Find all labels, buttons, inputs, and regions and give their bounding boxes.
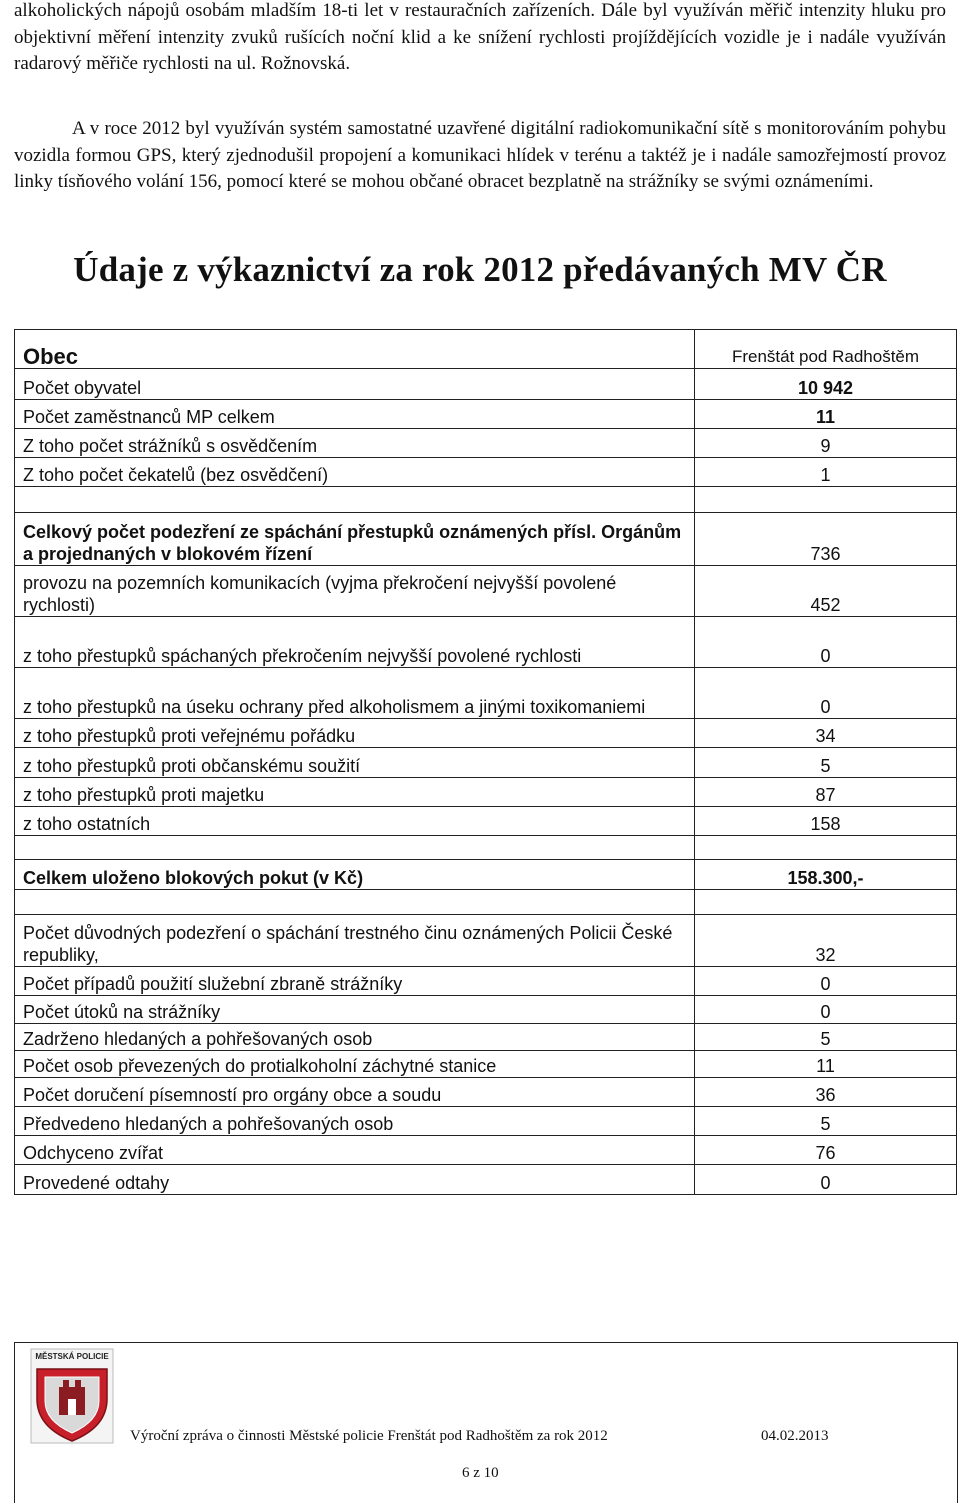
table-row bbox=[15, 1024, 957, 1051]
text-line: A v roce 2012 byl využíván systém samostatné uzavřené digitální radiokomunikační sítě bbox=[72, 118, 750, 139]
table-row bbox=[15, 458, 957, 487]
row-label: Počet případů použití služební zbraně strážníky bbox=[15, 967, 695, 996]
text-line: využíván měřič intenzity hluku pro objektivní měření intenzity zvuků rušících noční klid a ke bbox=[14, 0, 946, 48]
section-title: Údaje z výkaznictví za rok 2012 předávaných MV ČR bbox=[73, 250, 887, 289]
row-label: z toho přestupků proti majetku bbox=[15, 778, 695, 807]
row-label: Provedené odtahy bbox=[15, 1165, 695, 1195]
row-value: 0 bbox=[695, 668, 957, 719]
row-label: Počet osob převezených do protialkoholní záchytné stanice bbox=[15, 1051, 695, 1078]
row-label: Počet doručení písemností pro orgány obce a soudu bbox=[15, 1078, 695, 1107]
table-row bbox=[15, 668, 957, 719]
text-line: alkoholických nápojů osobám mladším 18-ti let v restauračních zařízeních. Dále byl bbox=[14, 0, 668, 21]
logo-text: MĚSTSKÁ POLICIE bbox=[35, 1352, 109, 1361]
table-row bbox=[15, 967, 957, 996]
text-line: hlídek v terénu a taktéž je i nadále samozřejmostí provoz linky tísňového volání 156, pomocí bbox=[14, 144, 947, 192]
row-value: 10 942 bbox=[695, 369, 957, 400]
table-row bbox=[15, 429, 957, 458]
row-value: 0 bbox=[695, 967, 957, 996]
text-line: snížení rychlosti projíždějících vozidle je i nadále využíván radarový měřiče rychlosti na ul. bbox=[14, 26, 947, 74]
table-row bbox=[15, 566, 957, 617]
row-value: 0 bbox=[695, 996, 957, 1024]
table-row bbox=[15, 996, 957, 1024]
row-value: 34 bbox=[695, 719, 957, 748]
row-value: 36 bbox=[695, 1078, 957, 1107]
intro-paragraph-2 bbox=[14, 116, 946, 196]
row-label: Celkem uloženo blokových pokut (v Kč) bbox=[15, 860, 695, 890]
row-label: Odchyceno zvířat bbox=[15, 1136, 695, 1165]
table-row bbox=[15, 915, 957, 967]
table-row bbox=[15, 1051, 957, 1078]
text-line: s monitorováním pohybu vozidla formou GPS, který zjednodušil propojení a komunikaci bbox=[14, 118, 946, 166]
table-row bbox=[15, 719, 957, 748]
row-value: 9 bbox=[695, 429, 957, 458]
intro-paragraph-1 bbox=[14, 0, 946, 78]
text-line: které se mohou občané obracet bezplatně na strážníky se svými oznámeními. bbox=[288, 171, 874, 192]
row-value: 158.300,- bbox=[695, 860, 957, 890]
spacer-row bbox=[15, 836, 957, 860]
row-value: 5 bbox=[695, 1024, 957, 1051]
table-row bbox=[15, 369, 957, 400]
row-value: 0 bbox=[695, 1165, 957, 1195]
text-line: Rožnovská. bbox=[260, 53, 351, 74]
table-row bbox=[15, 748, 957, 778]
spacer-row bbox=[15, 487, 957, 513]
row-label: Počet obyvatel bbox=[15, 369, 695, 400]
table-row bbox=[15, 330, 957, 369]
row-value: 1 bbox=[695, 458, 957, 487]
table-row bbox=[15, 1107, 957, 1136]
table-row bbox=[15, 778, 957, 807]
table-row bbox=[15, 1136, 957, 1165]
row-label: Zadrženo hledaných a pohřešovaných osob bbox=[15, 1024, 695, 1051]
row-label: Předvedeno hledaných a pohřešovaných osob bbox=[15, 1107, 695, 1136]
row-label: z toho přestupků proti občanskému soužití bbox=[15, 748, 695, 778]
row-value: 5 bbox=[695, 1107, 957, 1136]
table-row bbox=[15, 860, 957, 890]
row-label: z toho přestupků spáchaných překročením nejvyšší povolené rychlosti bbox=[15, 617, 695, 668]
row-label: z toho ostatních bbox=[15, 807, 695, 836]
row-label: Z toho počet strážníků s osvědčením bbox=[15, 429, 695, 458]
row-value: 452 bbox=[695, 566, 957, 617]
row-value: 76 bbox=[695, 1136, 957, 1165]
row-label: z toho přestupků proti veřejnému pořádku bbox=[15, 719, 695, 748]
page-footer bbox=[14, 1342, 958, 1503]
page-number: 6 z 10 bbox=[462, 1465, 499, 1481]
row-value: 87 bbox=[695, 778, 957, 807]
police-badge-logo bbox=[29, 1347, 115, 1445]
table-row bbox=[15, 617, 957, 668]
row-value: 736 bbox=[695, 513, 957, 566]
row-label: Počet útoků na strážníky bbox=[15, 996, 695, 1024]
spacer-row bbox=[15, 890, 957, 915]
row-value: 32 bbox=[695, 915, 957, 967]
row-label: provozu na pozemních komunikacích (vyjma překročení nejvyšší povolené rychlosti) bbox=[15, 566, 695, 617]
report-title: Výroční zpráva o činnosti Městské policie Frenštát pod Radhoštěm za rok 2012 bbox=[130, 1428, 608, 1444]
row-value: 11 bbox=[695, 400, 957, 429]
table-row bbox=[15, 1078, 957, 1107]
table-row bbox=[15, 807, 957, 836]
table-row bbox=[15, 513, 957, 566]
row-value: 11 bbox=[695, 1051, 957, 1078]
row-label: Z toho počet čekatelů (bez osvědčení) bbox=[15, 458, 695, 487]
row-label: Celkový počet podezření ze spáchání přestupků oznámených přísl. Orgánům a projednaných v blokovém řízení bbox=[15, 513, 695, 566]
row-value: 158 bbox=[695, 807, 957, 836]
table-row bbox=[15, 400, 957, 429]
table-row bbox=[15, 1165, 957, 1195]
row-value: 5 bbox=[695, 748, 957, 778]
row-value: 0 bbox=[695, 617, 957, 668]
obec-value: Frenštát pod Radhoštěm bbox=[695, 330, 957, 369]
row-label: Počet zaměstnanců MP celkem bbox=[15, 400, 695, 429]
obec-label: Obec bbox=[15, 330, 695, 369]
row-label: Počet důvodných podezření o spáchání trestného činu oznámených Policii České republiky, bbox=[15, 915, 695, 967]
report-date: 04.02.2013 bbox=[761, 1428, 829, 1444]
statistics-table bbox=[14, 329, 957, 1195]
row-label: z toho přestupků na úseku ochrany před alkoholismem a jinými toxikomaniemi bbox=[15, 668, 695, 719]
